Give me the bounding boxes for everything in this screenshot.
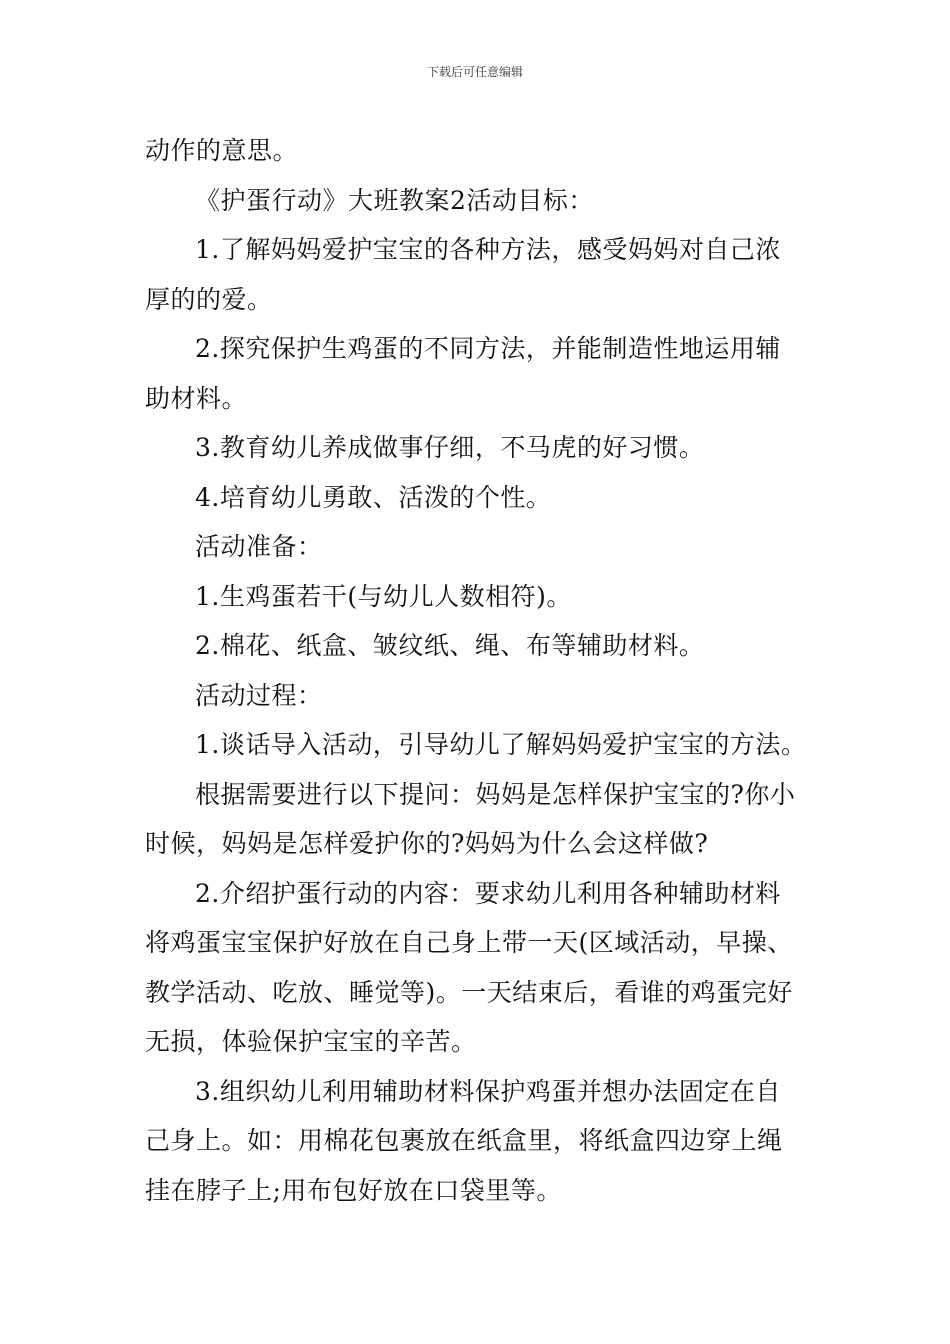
paragraph bbox=[145, 770, 810, 869]
paragraph bbox=[145, 522, 810, 572]
paragraph-line: 将鸡蛋宝宝保护好放在自己身上带一天(区域活动，早操、 bbox=[145, 928, 793, 957]
paragraph-line: 挂在脖子上;用布包好放在口袋里等。 bbox=[145, 1175, 562, 1205]
paragraph-line: 时候，妈妈是怎样爱护你的?妈妈为什么会这样做? bbox=[145, 829, 709, 858]
paragraph bbox=[145, 869, 810, 1067]
paragraph-line: 无损，体验保护宝宝的辛苦。 bbox=[145, 1027, 477, 1056]
paragraph-line: 根据需要进行以下提问：妈妈是怎样保护宝宝的?你小 bbox=[195, 779, 796, 809]
paragraph-line: 1.生鸡蛋若干(与幼儿人数相符)。 bbox=[195, 581, 572, 611]
paragraph bbox=[145, 621, 810, 671]
document-body bbox=[145, 126, 810, 1215]
paragraph bbox=[145, 423, 810, 473]
paragraph-line: 厚的的爱。 bbox=[145, 284, 273, 314]
paragraph-line: 2.探究保护生鸡蛋的不同方法，并能制造性地运用辅 bbox=[195, 334, 781, 363]
paragraph-line: 1.了解妈妈爱护宝宝的各种方法，感受妈妈对自己浓 bbox=[195, 235, 781, 264]
paragraph-line: 2.介绍护蛋行动的内容：要求幼儿利用各种辅助材料 bbox=[195, 878, 781, 908]
paragraph-line: 《护蛋行动》大班教案2活动目标： bbox=[195, 185, 594, 215]
paragraph-line: 3.组织幼儿利用辅助材料保护鸡蛋并想办法固定在自 bbox=[195, 1076, 781, 1106]
paragraph bbox=[145, 671, 810, 721]
paragraph bbox=[145, 1067, 810, 1216]
paragraph bbox=[145, 572, 810, 622]
paragraph-line: 2.棉花、纸盒、皱纹纸、绳、布等辅助材料。 bbox=[195, 631, 705, 660]
paragraph-line: 教学活动、吃放、睡觉等)。一天结束后，看谁的鸡蛋完好 bbox=[145, 977, 793, 1007]
paragraph bbox=[145, 225, 810, 324]
paragraph-line: 助材料。 bbox=[145, 383, 248, 413]
paragraph-line: 3.教育幼儿养成做事仔细，不马虎的好习惯。 bbox=[195, 433, 705, 462]
paragraph-line: 4.培育幼儿勇敢、活泼的个性。 bbox=[195, 482, 552, 512]
paragraph bbox=[145, 324, 810, 423]
paragraph bbox=[145, 473, 810, 523]
paragraph-line: 1.谈话导入活动，引导幼儿了解妈妈爱护宝宝的方法。 bbox=[195, 730, 807, 759]
paragraph bbox=[145, 176, 810, 226]
page-header-note: 下载后可任意编辑 bbox=[426, 65, 523, 79]
paragraph bbox=[145, 720, 810, 770]
paragraph-line: 己身上。如：用棉花包裹放在纸盒里，将纸盒四边穿上绳 bbox=[145, 1126, 783, 1155]
paragraph-line: 活动准备： bbox=[195, 532, 323, 561]
paragraph-line: 活动过程： bbox=[195, 680, 323, 710]
paragraph-line: 动作的意思。 bbox=[145, 136, 299, 165]
paragraph bbox=[145, 126, 810, 176]
